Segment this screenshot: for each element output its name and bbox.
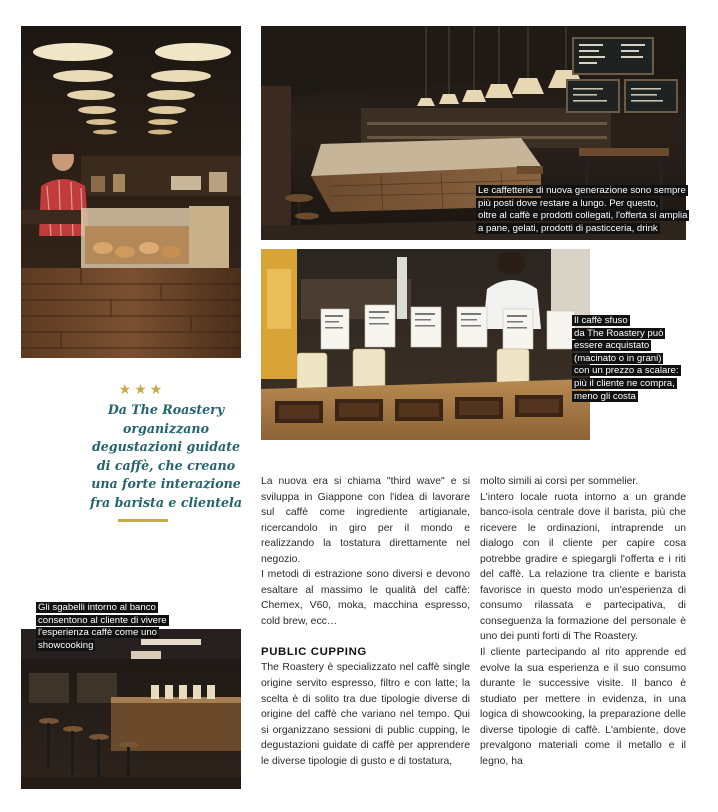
caption-line: showcooking [38, 639, 94, 651]
caption-line: Le caffetterie di nuova generazione sono sempre [478, 185, 686, 196]
article-column-2 [480, 474, 686, 769]
article-paragraph: I metodi di estrazione sono diversi e devono esaltare al massimo le qualità del caffè: Chemex, V60, moka, macchina espresso, cold brew, ecc… [261, 569, 470, 627]
caption-line: essere acquistato [574, 340, 650, 352]
caption-coffee-beans [572, 315, 712, 403]
caption-line: più posti dove restare a lungo. Per questo, [478, 197, 659, 209]
article-paragraph: Il cliente partecipando al rito apprende ed evolve la sua esperienza e il suo consumo durante le successive visite. Il banco è studiato per mettere in evidenza, in una logica di showcooking, la preparazione delle diverse tipologie di caffè. L'ambiente, dove prevalgono materiali come il metallo e il legno, ha [480, 647, 686, 767]
caption-line: Gli sgabelli intorno al banco [38, 602, 156, 613]
article-paragraph: The Roastery è specializzato nel caffè single origine servito espresso, filtro e con latte; la scelta è di solito tra due tipologie diverse di origine del caffè che variano nel tempo. Qui si organizzano sessioni di public cupping, le degustazioni guidate di caffè per apprendere le diverse tipologie di gusto e di tostatura, [261, 662, 470, 767]
caption-line: più il cliente ne compra, [574, 377, 675, 389]
caption-line: Il caffè sfuso [574, 315, 628, 326]
pull-quote: Da The Roastery organizzano degustazioni guidate di caffè, che creano una forte interazione fra barista e clientela [89, 402, 242, 510]
caption-line: con un prezzo a scalare: [574, 365, 679, 377]
article-column-1 [261, 474, 470, 769]
caption-cafe-interior [476, 185, 706, 235]
caption-line: da The Roastery può [574, 327, 664, 339]
rating-stars: ★★★ [118, 381, 166, 397]
section-heading: PUBLIC CUPPING [261, 646, 367, 659]
quote-divider [118, 519, 168, 522]
caption-line: a pane, gelati, prodotti di pasticceria, drink [478, 222, 658, 234]
stools-counter-photo [21, 629, 241, 789]
article-paragraph: La nuova era si chiama "third wave" e si sviluppa in Giappone con l'idea di lavorare sul caffè come ingrediente artigianale, ricercandolo in giro per il mondo e realizzando la tostatura direttamente nel negozio. [261, 476, 470, 565]
caption-line: consentono al cliente di vivere [38, 614, 167, 626]
barista-counter-photo [21, 26, 241, 358]
article-paragraph: molto simili ai corsi per sommelier. [480, 476, 639, 487]
caption-line: oltre al caffè e prodotti collegati, l'offerta si amplia [478, 210, 688, 222]
caption-line: meno gli costa [574, 390, 636, 402]
article-paragraph: L'intero locale ruota intorno a un grande banco-isola centrale dove il barista, più che ricevere le ordinazioni, intraprende un dialogo con il cliente per capire cosa potrebbe gradire e spiegargli l'offerta e i riti del caffè. La relazione tra cliente e barista favorisce in questo modo un'esperienza di consumo rilassata e partecipativa, di conseguenza la formazione del personale è uno dei punti forti di The Roastery. [480, 491, 686, 643]
caption-line: l'esperienza caffè come uno [38, 627, 157, 639]
caption-line: (macinato o in grani) [574, 352, 662, 364]
caption-stools [36, 602, 236, 652]
coffee-bean-display-photo [261, 249, 590, 440]
